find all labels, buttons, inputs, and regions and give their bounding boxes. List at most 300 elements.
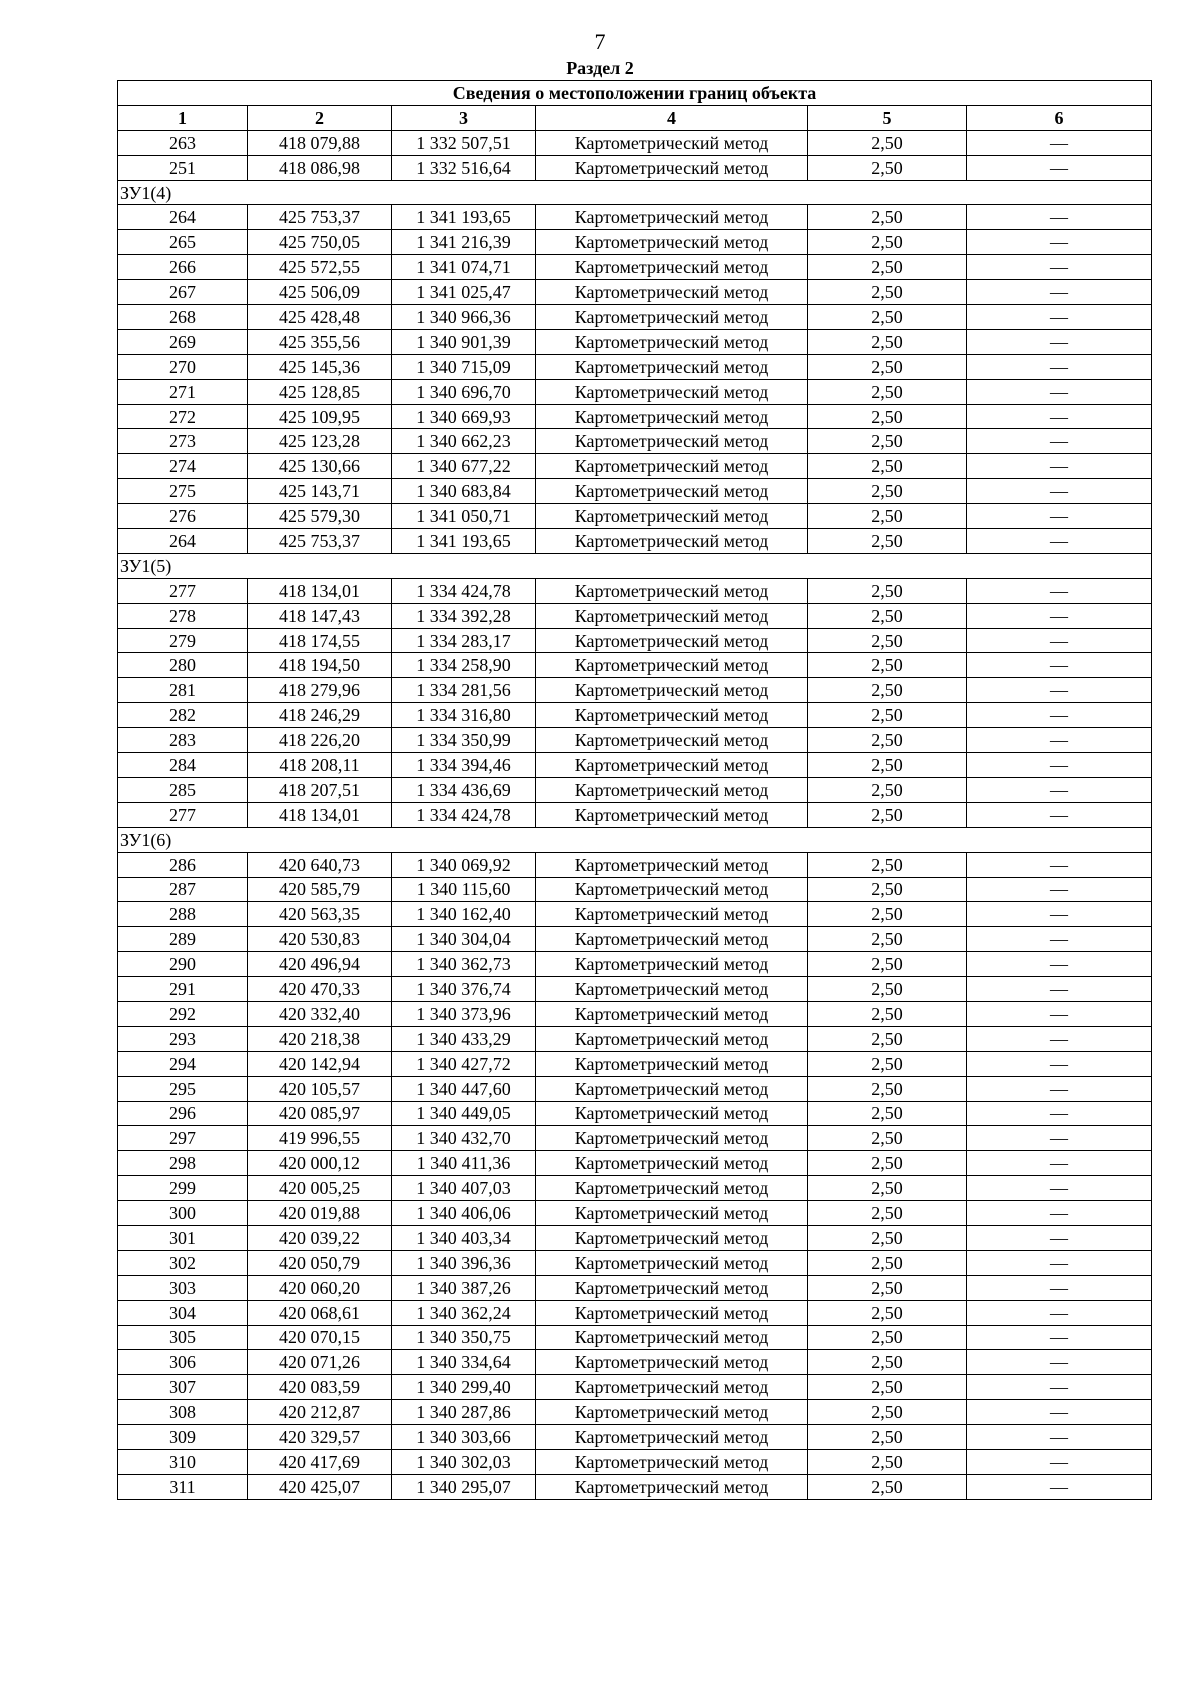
table-cell: 2,50 (808, 1225, 967, 1250)
table-cell: 1 340 334,64 (392, 1350, 536, 1375)
table-cell: — (967, 155, 1152, 180)
table-cell: 2,50 (808, 280, 967, 305)
table-cell: 420 563,35 (248, 902, 392, 927)
table-cell: 1 340 449,05 (392, 1101, 536, 1126)
table-cell: — (967, 703, 1152, 728)
table-cell: 425 128,85 (248, 379, 392, 404)
table-cell: — (967, 305, 1152, 330)
table-row (118, 1076, 1152, 1101)
table-cell: 1 340 373,96 (392, 1001, 536, 1026)
table-cell: Картометрический метод (536, 952, 808, 977)
table-cell: 2,50 (808, 1400, 967, 1425)
table-cell: 420 000,12 (248, 1151, 392, 1176)
table-cell: 418 147,43 (248, 603, 392, 628)
table-cell: 265 (118, 230, 248, 255)
table-cell: 264 (118, 529, 248, 554)
table-cell: 288 (118, 902, 248, 927)
table-cell: 2,50 (808, 703, 967, 728)
table-cell: 2,50 (808, 404, 967, 429)
table-cell: 420 425,07 (248, 1474, 392, 1499)
table-cell: Картометрический метод (536, 1201, 808, 1226)
table-cell: 420 417,69 (248, 1449, 392, 1474)
table-cell: 278 (118, 603, 248, 628)
table-cell: — (967, 329, 1152, 354)
table-cell: 1 341 050,71 (392, 504, 536, 529)
table-cell: 418 226,20 (248, 728, 392, 753)
table-cell: — (967, 1176, 1152, 1201)
table-cell: 1 332 507,51 (392, 130, 536, 155)
table-cell: 2,50 (808, 1300, 967, 1325)
table-cell: 1 340 162,40 (392, 902, 536, 927)
table-cell: 420 060,20 (248, 1275, 392, 1300)
table-cell: 1 340 362,24 (392, 1300, 536, 1325)
table-cell: 420 039,22 (248, 1225, 392, 1250)
table-cell: 418 134,01 (248, 578, 392, 603)
table-cell: Картометрический метод (536, 728, 808, 753)
table-row (118, 753, 1152, 778)
table-cell: 2,50 (808, 454, 967, 479)
table-cell: Картометрический метод (536, 753, 808, 778)
table-cell: 1 340 966,36 (392, 305, 536, 330)
table-cell: 275 (118, 479, 248, 504)
table-cell: Картометрический метод (536, 529, 808, 554)
table-cell: 2,50 (808, 479, 967, 504)
table-cell: 283 (118, 728, 248, 753)
table-cell: — (967, 130, 1152, 155)
table-row (118, 1375, 1152, 1400)
table-cell: — (967, 1051, 1152, 1076)
table-cell: 420 050,79 (248, 1250, 392, 1275)
table-cell: 280 (118, 653, 248, 678)
table-cell: 2,50 (808, 728, 967, 753)
table-cell: 2,50 (808, 977, 967, 1002)
table-cell: 2,50 (808, 329, 967, 354)
table-cell: 302 (118, 1250, 248, 1275)
table-row (118, 504, 1152, 529)
table-cell: 1 334 281,56 (392, 678, 536, 703)
table-cell: Картометрический метод (536, 777, 808, 802)
table-cell: 307 (118, 1375, 248, 1400)
table-cell: 1 340 715,09 (392, 354, 536, 379)
column-header: 1 (118, 105, 248, 130)
table-cell: — (967, 1449, 1152, 1474)
table-row (118, 280, 1152, 305)
table-cell: 2,50 (808, 1425, 967, 1450)
table-cell: Картометрический метод (536, 603, 808, 628)
table-row (118, 628, 1152, 653)
table-cell: Картометрический метод (536, 1225, 808, 1250)
table-cell: 425 506,09 (248, 280, 392, 305)
table-cell: 2,50 (808, 1325, 967, 1350)
table-cell: 1 340 901,39 (392, 329, 536, 354)
table-cell: 2,50 (808, 802, 967, 827)
table-cell: 287 (118, 877, 248, 902)
table-row (118, 479, 1152, 504)
table-cell: Картометрический метод (536, 429, 808, 454)
table-cell: 1 340 683,84 (392, 479, 536, 504)
table-cell: 1 340 387,26 (392, 1275, 536, 1300)
table-row (118, 1126, 1152, 1151)
table-cell: — (967, 977, 1152, 1002)
table-cell: 299 (118, 1176, 248, 1201)
group-label: ЗУ1(6) (118, 827, 1152, 852)
table-row (118, 1151, 1152, 1176)
table-cell: Картометрический метод (536, 404, 808, 429)
table-cell: — (967, 852, 1152, 877)
table-cell: 2,50 (808, 628, 967, 653)
table-cell: — (967, 877, 1152, 902)
table-cell: 1 341 074,71 (392, 255, 536, 280)
table-cell: 2,50 (808, 877, 967, 902)
table-cell: 284 (118, 753, 248, 778)
table-cell: Картометрический метод (536, 1051, 808, 1076)
table-row (118, 1026, 1152, 1051)
table-row (118, 529, 1152, 554)
table-cell: 1 334 436,69 (392, 777, 536, 802)
table-body (118, 130, 1152, 1499)
table-row (118, 329, 1152, 354)
table-cell: 420 071,26 (248, 1350, 392, 1375)
table-cell: 292 (118, 1001, 248, 1026)
table-cell: Картометрический метод (536, 454, 808, 479)
table-cell: — (967, 578, 1152, 603)
table-cell: 2,50 (808, 852, 967, 877)
table-cell: 2,50 (808, 1051, 967, 1076)
column-header: 4 (536, 105, 808, 130)
table-cell: 420 212,87 (248, 1400, 392, 1425)
table-row (118, 703, 1152, 728)
table-cell: 291 (118, 977, 248, 1002)
table-cell: 285 (118, 777, 248, 802)
table-cell: 420 142,94 (248, 1051, 392, 1076)
table-cell: 2,50 (808, 429, 967, 454)
table-cell: 306 (118, 1350, 248, 1375)
table-row (118, 155, 1152, 180)
table-cell: 420 329,57 (248, 1425, 392, 1450)
table-cell: — (967, 1126, 1152, 1151)
table-cell: — (967, 1076, 1152, 1101)
table-cell: 420 068,61 (248, 1300, 392, 1325)
table-cell: — (967, 802, 1152, 827)
table-cell: 1 334 316,80 (392, 703, 536, 728)
table-cell: — (967, 1400, 1152, 1425)
table-cell: 2,50 (808, 1250, 967, 1275)
table-row (118, 802, 1152, 827)
table-cell: 418 246,29 (248, 703, 392, 728)
table-row (118, 1001, 1152, 1026)
table-cell: — (967, 504, 1152, 529)
table-cell: — (967, 952, 1152, 977)
table-cell: 276 (118, 504, 248, 529)
table-cell: 420 070,15 (248, 1325, 392, 1350)
table-cell: Картометрический метод (536, 1076, 808, 1101)
table-cell: 2,50 (808, 1101, 967, 1126)
table-cell: Картометрический метод (536, 155, 808, 180)
table-cell: 1 340 433,29 (392, 1026, 536, 1051)
table-cell: 264 (118, 205, 248, 230)
table-cell: 308 (118, 1400, 248, 1425)
table-cell: — (967, 902, 1152, 927)
table-header-row (118, 105, 1152, 130)
table-cell: 418 079,88 (248, 130, 392, 155)
table-cell: 425 109,95 (248, 404, 392, 429)
table-row (118, 678, 1152, 703)
table-cell: 425 145,36 (248, 354, 392, 379)
table-cell: 2,50 (808, 1449, 967, 1474)
table-cell: 2,50 (808, 653, 967, 678)
group-row (118, 827, 1152, 852)
table-cell: 425 753,37 (248, 529, 392, 554)
table-cell: Картометрический метод (536, 329, 808, 354)
table-cell: 1 340 302,03 (392, 1449, 536, 1474)
table-cell: 1 341 025,47 (392, 280, 536, 305)
table-cell: 2,50 (808, 753, 967, 778)
table-cell: Картометрический метод (536, 1300, 808, 1325)
table-cell: 1 334 350,99 (392, 728, 536, 753)
table-cell: Картометрический метод (536, 1325, 808, 1350)
table-cell: 425 428,48 (248, 305, 392, 330)
table-row (118, 404, 1152, 429)
table-cell: — (967, 753, 1152, 778)
table-cell: 2,50 (808, 130, 967, 155)
table-cell: 420 496,94 (248, 952, 392, 977)
table-cell: 267 (118, 280, 248, 305)
table-cell: 1 340 396,36 (392, 1250, 536, 1275)
table-row (118, 205, 1152, 230)
table-cell: Картометрический метод (536, 628, 808, 653)
table-row (118, 230, 1152, 255)
table-cell: 2,50 (808, 230, 967, 255)
table-cell: 2,50 (808, 1151, 967, 1176)
table-cell: 1 340 115,60 (392, 877, 536, 902)
table-cell: Картометрический метод (536, 578, 808, 603)
table-cell: Картометрический метод (536, 280, 808, 305)
table-caption: Сведения о местоположении границ объекта (118, 81, 1152, 106)
table-cell: 1 340 447,60 (392, 1076, 536, 1101)
table-cell: Картометрический метод (536, 678, 808, 703)
table-cell: — (967, 1275, 1152, 1300)
table-cell: 2,50 (808, 1375, 967, 1400)
column-header: 6 (967, 105, 1152, 130)
table-cell: 418 208,11 (248, 753, 392, 778)
table-cell: 425 130,66 (248, 454, 392, 479)
table-cell: — (967, 603, 1152, 628)
table-cell: — (967, 777, 1152, 802)
column-header: 3 (392, 105, 536, 130)
table-cell: 419 996,55 (248, 1126, 392, 1151)
table-caption-row (118, 81, 1152, 106)
table-cell: 300 (118, 1201, 248, 1226)
table-cell: Картометрический метод (536, 1001, 808, 1026)
table-cell: 2,50 (808, 1126, 967, 1151)
table-cell: Картометрический метод (536, 1400, 808, 1425)
table-row (118, 653, 1152, 678)
table-row (118, 578, 1152, 603)
table-cell: — (967, 230, 1152, 255)
table-cell: 420 470,33 (248, 977, 392, 1002)
table-cell: 2,50 (808, 1176, 967, 1201)
table-cell: 1 340 303,66 (392, 1425, 536, 1450)
table-cell: 297 (118, 1126, 248, 1151)
table-cell: 2,50 (808, 1026, 967, 1051)
table-cell: — (967, 1250, 1152, 1275)
table-cell: 293 (118, 1026, 248, 1051)
table-cell: Картометрический метод (536, 1026, 808, 1051)
table-row (118, 379, 1152, 404)
table-cell: 420 083,59 (248, 1375, 392, 1400)
table-cell: — (967, 479, 1152, 504)
table-cell: Картометрический метод (536, 504, 808, 529)
table-cell: — (967, 354, 1152, 379)
table-row (118, 1300, 1152, 1325)
table-cell: 1 334 394,46 (392, 753, 536, 778)
table-row (118, 1449, 1152, 1474)
table-cell: 1 340 411,36 (392, 1151, 536, 1176)
table-cell: 2,50 (808, 902, 967, 927)
table-cell: 1 340 287,86 (392, 1400, 536, 1425)
table-cell: 286 (118, 852, 248, 877)
table-cell: 311 (118, 1474, 248, 1499)
table-cell: Картометрический метод (536, 927, 808, 952)
table-cell: 294 (118, 1051, 248, 1076)
table-row (118, 1176, 1152, 1201)
table-cell: 425 123,28 (248, 429, 392, 454)
table-cell: Картометрический метод (536, 877, 808, 902)
table-cell: 279 (118, 628, 248, 653)
group-label: ЗУ1(4) (118, 180, 1152, 205)
table-cell: 1 334 424,78 (392, 802, 536, 827)
table-cell: 425 579,30 (248, 504, 392, 529)
table-cell: 290 (118, 952, 248, 977)
table-cell: 310 (118, 1449, 248, 1474)
table-row (118, 1101, 1152, 1126)
table-cell: 1 340 295,07 (392, 1474, 536, 1499)
table-cell: 266 (118, 255, 248, 280)
group-row (118, 180, 1152, 205)
table-cell: 1 340 406,06 (392, 1201, 536, 1226)
table-row (118, 429, 1152, 454)
table-cell: 271 (118, 379, 248, 404)
table-row (118, 1325, 1152, 1350)
table-cell: — (967, 454, 1152, 479)
table-cell: Картометрический метод (536, 130, 808, 155)
table-cell: 263 (118, 130, 248, 155)
table-cell: 420 005,25 (248, 1176, 392, 1201)
table-cell: — (967, 529, 1152, 554)
table-cell: Картометрический метод (536, 205, 808, 230)
column-header: 2 (248, 105, 392, 130)
table-cell: 309 (118, 1425, 248, 1450)
table-cell: Картометрический метод (536, 1151, 808, 1176)
table-cell: Картометрический метод (536, 703, 808, 728)
table-cell: 268 (118, 305, 248, 330)
table-cell: Картометрический метод (536, 255, 808, 280)
table-cell: — (967, 280, 1152, 305)
table-row (118, 777, 1152, 802)
table-cell: Картометрический метод (536, 1350, 808, 1375)
table-cell: Картометрический метод (536, 1101, 808, 1126)
table-cell: 2,50 (808, 379, 967, 404)
table-cell: 2,50 (808, 155, 967, 180)
table-cell: 1 340 069,92 (392, 852, 536, 877)
table-cell: 1 340 350,75 (392, 1325, 536, 1350)
table-cell: 2,50 (808, 777, 967, 802)
table-cell: 420 085,97 (248, 1101, 392, 1126)
table-cell: 425 750,05 (248, 230, 392, 255)
table-cell: 425 572,55 (248, 255, 392, 280)
table-cell: Картометрический метод (536, 305, 808, 330)
table-cell: Картометрический метод (536, 653, 808, 678)
table-row (118, 1225, 1152, 1250)
table-cell: — (967, 429, 1152, 454)
table-cell: Картометрический метод (536, 1474, 808, 1499)
table-row (118, 952, 1152, 977)
table-row (118, 1201, 1152, 1226)
table-cell: Картометрический метод (536, 1449, 808, 1474)
table-cell: 277 (118, 802, 248, 827)
table-cell: 304 (118, 1300, 248, 1325)
table-cell: 2,50 (808, 678, 967, 703)
table-cell: — (967, 1325, 1152, 1350)
table-cell: 420 105,57 (248, 1076, 392, 1101)
table-cell: 2,50 (808, 255, 967, 280)
table-row (118, 255, 1152, 280)
table-cell: 418 086,98 (248, 155, 392, 180)
table-cell: — (967, 927, 1152, 952)
table-cell: — (967, 1001, 1152, 1026)
table-row (118, 852, 1152, 877)
table-cell: Картометрический метод (536, 354, 808, 379)
table-cell: 305 (118, 1325, 248, 1350)
table-cell: 295 (118, 1076, 248, 1101)
coordinates-table (117, 80, 1152, 1500)
table-cell: 2,50 (808, 529, 967, 554)
table-cell: 2,50 (808, 1201, 967, 1226)
table-cell: 2,50 (808, 205, 967, 230)
table-cell: 2,50 (808, 305, 967, 330)
table-cell: 418 207,51 (248, 777, 392, 802)
table-cell: 418 134,01 (248, 802, 392, 827)
table-cell: 272 (118, 404, 248, 429)
table-cell: 418 194,50 (248, 653, 392, 678)
table-row (118, 1350, 1152, 1375)
table-cell: 303 (118, 1275, 248, 1300)
table-cell: 251 (118, 155, 248, 180)
table-cell: 274 (118, 454, 248, 479)
table-cell: Картометрический метод (536, 977, 808, 1002)
table-row (118, 1051, 1152, 1076)
table-cell: 420 332,40 (248, 1001, 392, 1026)
table-cell: Картометрический метод (536, 379, 808, 404)
table-row (118, 1250, 1152, 1275)
table-cell: — (967, 1300, 1152, 1325)
table-cell: 420 640,73 (248, 852, 392, 877)
table-cell: Картометрический метод (536, 852, 808, 877)
table-cell: 1 334 424,78 (392, 578, 536, 603)
table-cell: 418 279,96 (248, 678, 392, 703)
section-title: Раздел 2 (566, 58, 634, 78)
table-row (118, 1275, 1152, 1300)
table-cell: 1 341 193,65 (392, 529, 536, 554)
table-cell: 301 (118, 1225, 248, 1250)
table-row (118, 1474, 1152, 1499)
table-cell: 2,50 (808, 1001, 967, 1026)
table-cell: 1 340 376,74 (392, 977, 536, 1002)
table-row (118, 454, 1152, 479)
table-cell: Картометрический метод (536, 1275, 808, 1300)
table-cell: Картометрический метод (536, 802, 808, 827)
table-cell: 420 218,38 (248, 1026, 392, 1051)
